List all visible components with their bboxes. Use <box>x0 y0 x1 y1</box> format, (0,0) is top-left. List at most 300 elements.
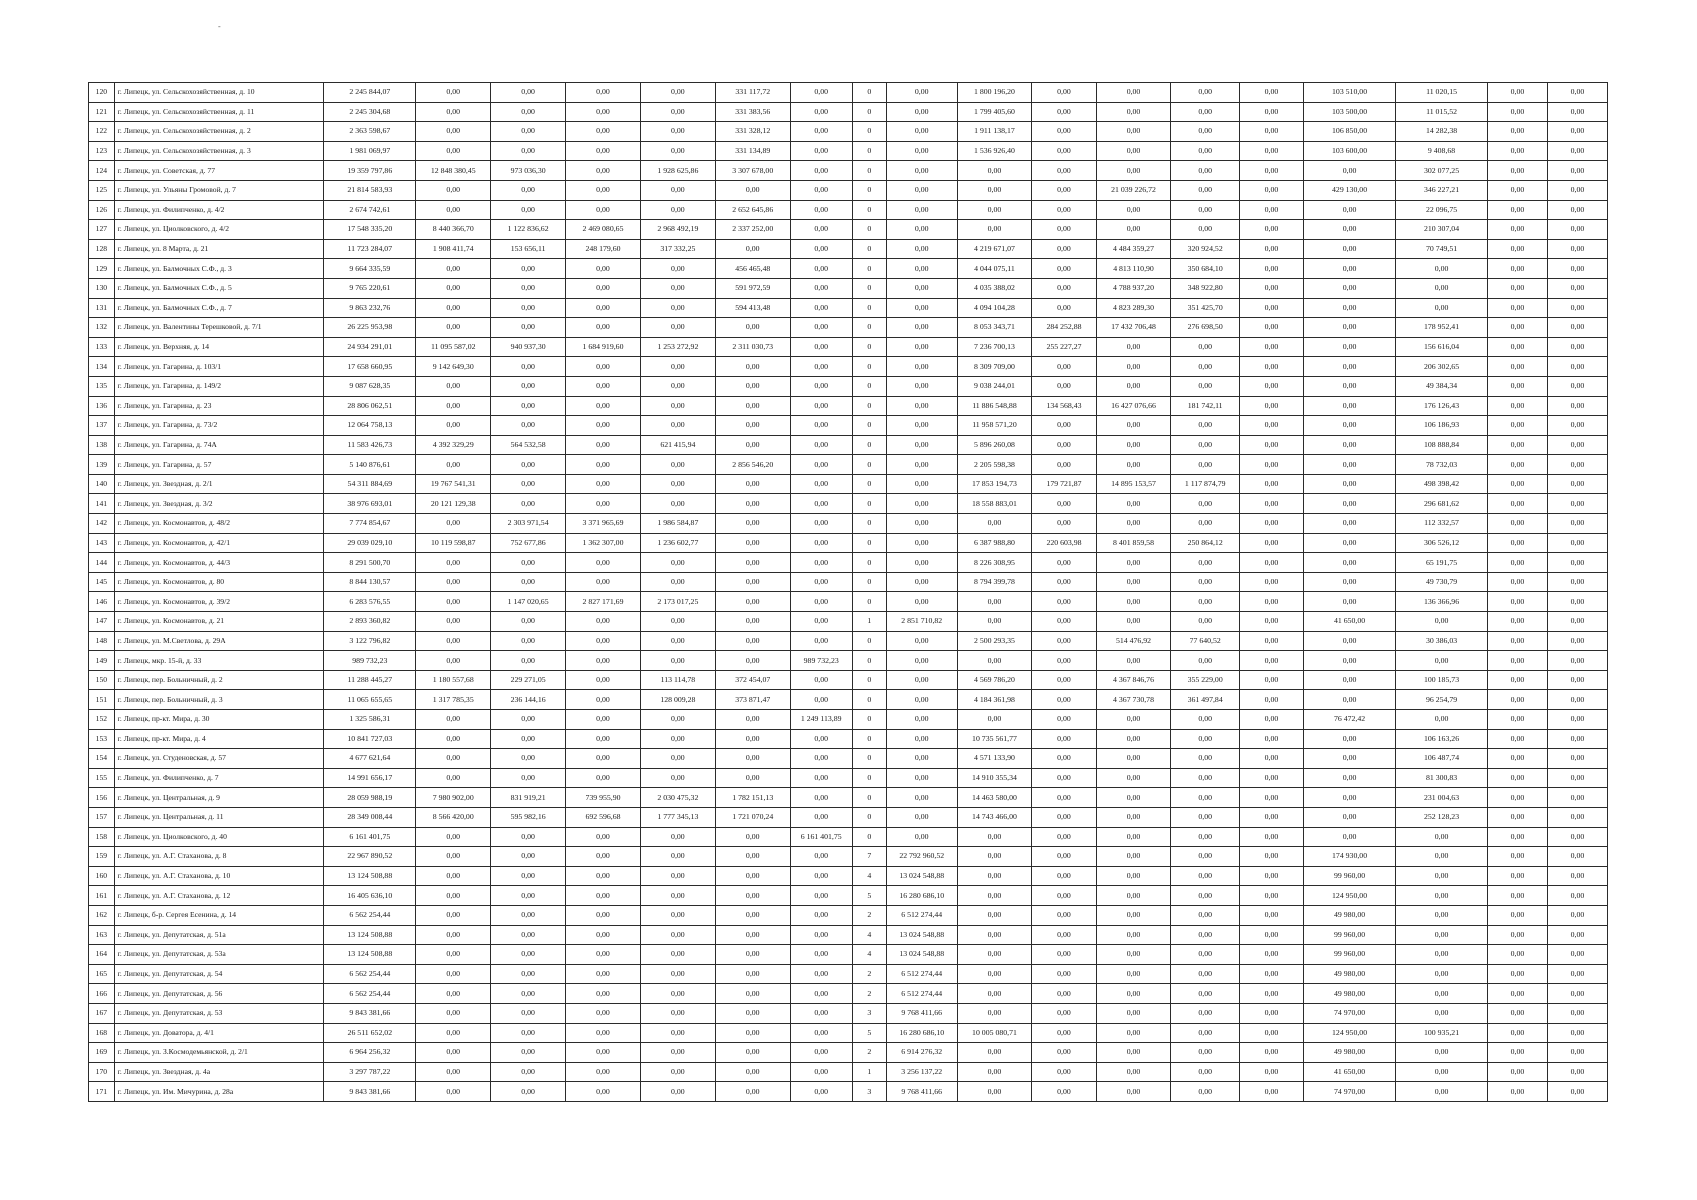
value-cell: 12 848 380,45 <box>416 161 491 181</box>
value-cell: 0,00 <box>1171 435 1239 455</box>
value-cell: 0,00 <box>790 455 852 475</box>
value-cell: 3 307 678,00 <box>715 161 790 181</box>
value-cell: 12 064 758,13 <box>324 416 416 436</box>
value-cell: 0,00 <box>1239 945 1303 965</box>
address-cell: г. Липецк, ул. Депутатская, д. 51а <box>114 925 324 945</box>
value-cell: 0,00 <box>1096 200 1171 220</box>
value-cell: 0,00 <box>1304 651 1396 671</box>
value-cell: 2 245 844,07 <box>324 83 416 103</box>
value-cell: 0,00 <box>491 298 566 318</box>
value-cell: 1 536 926,40 <box>957 141 1032 161</box>
value-cell: 0,00 <box>640 651 715 671</box>
value-cell: 0,00 <box>1547 298 1607 318</box>
value-cell: 0,00 <box>1171 572 1239 592</box>
value-cell: 1 325 586,31 <box>324 710 416 730</box>
row-number-cell: 146 <box>89 592 115 612</box>
value-cell: 0,00 <box>1032 83 1096 103</box>
table-body <box>89 83 1608 1102</box>
value-cell: 973 036,30 <box>491 161 566 181</box>
value-cell: 0,00 <box>566 435 641 455</box>
value-cell: 0,00 <box>566 122 641 142</box>
value-cell: 1 249 113,89 <box>790 710 852 730</box>
value-cell: 0,00 <box>957 651 1032 671</box>
row-number-cell: 137 <box>89 416 115 436</box>
value-cell: 0,00 <box>640 964 715 984</box>
value-cell: 0,00 <box>491 416 566 436</box>
value-cell: 331 328,12 <box>715 122 790 142</box>
value-cell: 236 144,16 <box>491 690 566 710</box>
value-cell: 0,00 <box>715 631 790 651</box>
value-cell: 0,00 <box>1488 1023 1548 1043</box>
value-cell: 4 367 846,76 <box>1096 670 1171 690</box>
address-cell: г. Липецк, ул. Космонавтов, д. 48/2 <box>114 514 324 534</box>
value-cell: 0,00 <box>640 905 715 925</box>
value-cell: 0,00 <box>790 259 852 279</box>
value-cell: 3 297 787,22 <box>324 1062 416 1082</box>
value-cell: 10 841 727,03 <box>324 729 416 749</box>
value-cell: 0 <box>852 122 886 142</box>
value-cell: 0,00 <box>640 474 715 494</box>
value-cell: 0,00 <box>1032 376 1096 396</box>
value-cell: 0,00 <box>566 847 641 867</box>
value-cell: 0,00 <box>790 435 852 455</box>
value-cell: 0,00 <box>1032 455 1096 475</box>
value-cell: 1 180 557,68 <box>416 670 491 690</box>
value-cell: 0,00 <box>1488 1082 1548 1102</box>
value-cell: 76 472,42 <box>1304 710 1396 730</box>
table-row <box>89 1082 1608 1102</box>
value-cell: 0,00 <box>1096 141 1171 161</box>
value-cell: 0,00 <box>790 494 852 514</box>
value-cell: 0,00 <box>1488 474 1548 494</box>
value-cell: 0,00 <box>640 631 715 651</box>
table-row <box>89 357 1608 377</box>
value-cell: 0,00 <box>1032 102 1096 122</box>
value-cell: 2 363 598,67 <box>324 122 416 142</box>
table-row <box>89 729 1608 749</box>
value-cell: 0,00 <box>1171 1003 1239 1023</box>
value-cell: 0,00 <box>416 592 491 612</box>
value-cell: 0,00 <box>1096 612 1171 632</box>
value-cell: 2 500 293,35 <box>957 631 1032 651</box>
value-cell: 0,00 <box>640 984 715 1004</box>
row-number-cell: 154 <box>89 749 115 769</box>
value-cell: 0,00 <box>640 553 715 573</box>
value-cell: 156 616,04 <box>1396 337 1488 357</box>
value-cell: 0,00 <box>1239 592 1303 612</box>
value-cell: 0,00 <box>1488 161 1548 181</box>
value-cell: 1 721 070,24 <box>715 807 790 827</box>
value-cell: 0,00 <box>715 1062 790 1082</box>
value-cell: 0,00 <box>886 102 957 122</box>
row-number-cell: 125 <box>89 180 115 200</box>
value-cell: 0,00 <box>1032 122 1096 142</box>
value-cell: 0,00 <box>1488 1003 1548 1023</box>
table-row <box>89 905 1608 925</box>
value-cell: 0,00 <box>1488 122 1548 142</box>
value-cell: 0,00 <box>566 729 641 749</box>
value-cell: 108 888,84 <box>1396 435 1488 455</box>
value-cell: 106 487,74 <box>1396 749 1488 769</box>
value-cell: 0,00 <box>416 141 491 161</box>
value-cell: 0,00 <box>1032 651 1096 671</box>
value-cell: 320 924,52 <box>1171 239 1239 259</box>
value-cell: 250 864,12 <box>1171 533 1239 553</box>
value-cell: 0,00 <box>1032 1043 1096 1063</box>
value-cell: 0,00 <box>715 494 790 514</box>
value-cell: 0,00 <box>416 631 491 651</box>
value-cell: 621 415,94 <box>640 435 715 455</box>
row-number-cell: 170 <box>89 1062 115 1082</box>
value-cell: 0,00 <box>1547 886 1607 906</box>
value-cell: 0,00 <box>1239 690 1303 710</box>
value-cell: 0,00 <box>1032 925 1096 945</box>
value-cell: 0,00 <box>640 357 715 377</box>
value-cell: 0,00 <box>1239 651 1303 671</box>
address-cell: г. Липецк, ул. З.Космодемьянской, д. 2/1 <box>114 1043 324 1063</box>
value-cell: 99 960,00 <box>1304 866 1396 886</box>
value-cell: 0,00 <box>715 612 790 632</box>
address-cell: г. Липецк, ул. Им. Мичурина, д. 28а <box>114 1082 324 1102</box>
value-cell: 0,00 <box>1239 161 1303 181</box>
table-row <box>89 768 1608 788</box>
value-cell: 0,00 <box>1239 376 1303 396</box>
value-cell: 0,00 <box>790 866 852 886</box>
value-cell: 0,00 <box>1239 180 1303 200</box>
value-cell: 0,00 <box>640 396 715 416</box>
value-cell: 0,00 <box>416 710 491 730</box>
value-cell: 0,00 <box>416 651 491 671</box>
value-cell: 752 677,86 <box>491 533 566 553</box>
value-cell: 0,00 <box>1547 514 1607 534</box>
table-row <box>89 886 1608 906</box>
value-cell: 0,00 <box>491 259 566 279</box>
value-cell: 14 282,38 <box>1396 122 1488 142</box>
value-cell: 0,00 <box>715 964 790 984</box>
table-row <box>89 416 1608 436</box>
value-cell: 0,00 <box>1239 533 1303 553</box>
value-cell: 8 794 399,78 <box>957 572 1032 592</box>
row-number-cell: 145 <box>89 572 115 592</box>
value-cell: 0,00 <box>640 886 715 906</box>
value-cell: 99 960,00 <box>1304 945 1396 965</box>
value-cell: 0,00 <box>1304 533 1396 553</box>
value-cell: 14 991 656,17 <box>324 768 416 788</box>
value-cell: 0,00 <box>886 670 957 690</box>
row-number-cell: 164 <box>89 945 115 965</box>
value-cell: 0,00 <box>1547 945 1607 965</box>
value-cell: 0,00 <box>1096 984 1171 1004</box>
value-cell: 0,00 <box>957 866 1032 886</box>
value-cell: 0 <box>852 768 886 788</box>
value-cell: 0,00 <box>1547 259 1607 279</box>
value-cell: 0,00 <box>1171 514 1239 534</box>
value-cell: 0,00 <box>886 455 957 475</box>
value-cell: 4 094 104,28 <box>957 298 1032 318</box>
value-cell: 0,00 <box>1396 866 1488 886</box>
value-cell: 0,00 <box>1032 278 1096 298</box>
value-cell: 0,00 <box>790 318 852 338</box>
value-cell: 136 366,96 <box>1396 592 1488 612</box>
value-cell: 0,00 <box>416 298 491 318</box>
row-number-cell: 143 <box>89 533 115 553</box>
value-cell: 692 596,68 <box>566 807 641 827</box>
value-cell: 0,00 <box>416 749 491 769</box>
value-cell: 0,00 <box>790 416 852 436</box>
value-cell: 0,00 <box>1488 651 1548 671</box>
value-cell: 0,00 <box>1239 494 1303 514</box>
value-cell: 0,00 <box>715 945 790 965</box>
value-cell: 0 <box>852 455 886 475</box>
value-cell: 0,00 <box>1304 239 1396 259</box>
value-cell: 1 799 405,60 <box>957 102 1032 122</box>
value-cell: 0,00 <box>416 905 491 925</box>
value-cell: 2 173 017,25 <box>640 592 715 612</box>
value-cell: 0,00 <box>566 964 641 984</box>
value-cell: 178 952,41 <box>1396 318 1488 338</box>
value-cell: 0,00 <box>1096 710 1171 730</box>
value-cell: 0,00 <box>1488 592 1548 612</box>
value-cell: 0,00 <box>1239 827 1303 847</box>
value-cell: 0,00 <box>1239 572 1303 592</box>
value-cell: 0,00 <box>790 612 852 632</box>
table-row <box>89 964 1608 984</box>
value-cell: 41 650,00 <box>1304 612 1396 632</box>
value-cell: 9 765 220,61 <box>324 278 416 298</box>
value-cell: 0,00 <box>1032 1062 1096 1082</box>
value-cell: 0,00 <box>416 259 491 279</box>
value-cell: 0,00 <box>416 945 491 965</box>
value-cell: 0,00 <box>1488 200 1548 220</box>
value-cell: 231 004,63 <box>1396 788 1488 808</box>
value-cell: 0,00 <box>715 827 790 847</box>
row-number-cell: 135 <box>89 376 115 396</box>
value-cell: 0,00 <box>1488 239 1548 259</box>
value-cell: 248 179,60 <box>566 239 641 259</box>
address-cell: г. Липецк, ул. Гагарина, д. 73/2 <box>114 416 324 436</box>
value-cell: 0,00 <box>1239 670 1303 690</box>
value-cell: 0,00 <box>1171 376 1239 396</box>
value-cell: 0,00 <box>1032 239 1096 259</box>
address-cell: г. Липецк, ул. М.Светлова, д. 29А <box>114 631 324 651</box>
value-cell: 4 219 671,07 <box>957 239 1032 259</box>
row-number-cell: 122 <box>89 122 115 142</box>
address-cell: г. Липецк, ул. Ульяны Громовой, д. 7 <box>114 180 324 200</box>
address-cell: г. Липецк, ул. Балмочных С.Ф., д. 7 <box>114 298 324 318</box>
value-cell: 0,00 <box>715 651 790 671</box>
value-cell: 0,00 <box>416 1043 491 1063</box>
value-cell: 0,00 <box>416 964 491 984</box>
address-cell: г. Липецк, ул. Филипченко, д. 7 <box>114 768 324 788</box>
value-cell: 0,00 <box>1547 180 1607 200</box>
value-cell: 0,00 <box>1171 357 1239 377</box>
value-cell: 28 059 988,19 <box>324 788 416 808</box>
value-cell: 0,00 <box>1096 553 1171 573</box>
value-cell: 0,00 <box>1396 612 1488 632</box>
value-cell: 0,00 <box>1032 298 1096 318</box>
value-cell: 0,00 <box>790 1003 852 1023</box>
value-cell: 0,00 <box>1171 827 1239 847</box>
value-cell: 0,00 <box>1396 651 1488 671</box>
value-cell: 6 512 274,44 <box>886 964 957 984</box>
value-cell: 0,00 <box>1171 102 1239 122</box>
value-cell: 0 <box>852 239 886 259</box>
value-cell: 1 362 307,00 <box>566 533 641 553</box>
value-cell: 1 117 874,79 <box>1171 474 1239 494</box>
value-cell: 0,00 <box>1032 1003 1096 1023</box>
value-cell: 17 853 194,73 <box>957 474 1032 494</box>
value-cell: 0,00 <box>790 670 852 690</box>
table-row <box>89 161 1608 181</box>
table-row <box>89 572 1608 592</box>
address-cell: г. Липецк, ул. Верхняя, д. 14 <box>114 337 324 357</box>
value-cell: 0,00 <box>1032 847 1096 867</box>
value-cell: 0,00 <box>790 298 852 318</box>
value-cell: 0,00 <box>1547 141 1607 161</box>
value-cell: 0,00 <box>1547 788 1607 808</box>
table-row <box>89 259 1608 279</box>
value-cell: 0,00 <box>416 396 491 416</box>
value-cell: 29 039 029,10 <box>324 533 416 553</box>
value-cell: 0,00 <box>640 102 715 122</box>
value-cell: 456 465,48 <box>715 259 790 279</box>
value-cell: 0,00 <box>790 1082 852 1102</box>
value-cell: 8 309 709,00 <box>957 357 1032 377</box>
value-cell: 0,00 <box>886 180 957 200</box>
value-cell: 0,00 <box>715 710 790 730</box>
value-cell: 0 <box>852 474 886 494</box>
value-cell: 0,00 <box>1171 122 1239 142</box>
value-cell: 255 227,27 <box>1032 337 1096 357</box>
address-cell: г. Липецк, ул. Балмочных С.Ф., д. 5 <box>114 278 324 298</box>
value-cell: 0,00 <box>566 278 641 298</box>
table-row <box>89 102 1608 122</box>
value-cell: 81 300,83 <box>1396 768 1488 788</box>
value-cell: 0,00 <box>1547 83 1607 103</box>
value-cell: 14 463 580,00 <box>957 788 1032 808</box>
value-cell: 0,00 <box>416 83 491 103</box>
table-row <box>89 827 1608 847</box>
value-cell: 0,00 <box>790 83 852 103</box>
row-number-cell: 129 <box>89 259 115 279</box>
value-cell: 8 844 130,57 <box>324 572 416 592</box>
value-cell: 0,00 <box>491 945 566 965</box>
value-cell: 0,00 <box>1396 298 1488 318</box>
address-cell: г. Липецк, ул. Валентины Терешковой, д. 7/1 <box>114 318 324 338</box>
value-cell: 0,00 <box>1304 514 1396 534</box>
value-cell: 0,00 <box>1488 435 1548 455</box>
value-cell: 0,00 <box>1547 474 1607 494</box>
address-cell: г. Липецк, ул. Сельскохозяйственная, д. 3 <box>114 141 324 161</box>
value-cell: 0,00 <box>886 807 957 827</box>
value-cell: 0,00 <box>566 1023 641 1043</box>
value-cell: 0,00 <box>1304 376 1396 396</box>
value-cell: 0 <box>852 298 886 318</box>
value-cell: 0,00 <box>790 964 852 984</box>
value-cell: 0,00 <box>640 376 715 396</box>
value-cell: 0,00 <box>1096 729 1171 749</box>
value-cell: 989 732,23 <box>324 651 416 671</box>
value-cell: 0 <box>852 278 886 298</box>
value-cell: 0,00 <box>491 651 566 671</box>
row-number-cell: 165 <box>89 964 115 984</box>
value-cell: 0,00 <box>886 474 957 494</box>
value-cell: 0,00 <box>886 220 957 240</box>
value-cell: 0,00 <box>790 220 852 240</box>
value-cell: 0,00 <box>1396 259 1488 279</box>
value-cell: 0,00 <box>1239 259 1303 279</box>
value-cell: 0,00 <box>566 905 641 925</box>
value-cell: 6 387 988,80 <box>957 533 1032 553</box>
value-cell: 0,00 <box>491 866 566 886</box>
value-cell: 0,00 <box>1096 337 1171 357</box>
address-cell: г. Липецк, ул. 8 Марта, д. 21 <box>114 239 324 259</box>
value-cell: 1 <box>852 612 886 632</box>
value-cell: 0,00 <box>1096 161 1171 181</box>
value-cell: 0,00 <box>886 788 957 808</box>
value-cell: 0,00 <box>1488 357 1548 377</box>
value-cell: 0,00 <box>1239 768 1303 788</box>
value-cell: 2 303 971,54 <box>491 514 566 534</box>
value-cell: 0,00 <box>566 553 641 573</box>
value-cell: 11 958 571,20 <box>957 416 1032 436</box>
row-number-cell: 168 <box>89 1023 115 1043</box>
value-cell: 0,00 <box>491 474 566 494</box>
value-cell: 0,00 <box>957 905 1032 925</box>
table-row <box>89 1003 1608 1023</box>
row-number-cell: 147 <box>89 612 115 632</box>
value-cell: 5 140 876,61 <box>324 455 416 475</box>
table-row <box>89 494 1608 514</box>
value-cell: 100 935,21 <box>1396 1023 1488 1043</box>
table-row <box>89 455 1608 475</box>
value-cell: 28 349 008,44 <box>324 807 416 827</box>
value-cell: 0,00 <box>715 886 790 906</box>
value-cell: 0,00 <box>1096 455 1171 475</box>
value-cell: 0,00 <box>416 1062 491 1082</box>
value-cell: 19 767 541,31 <box>416 474 491 494</box>
value-cell: 0,00 <box>1547 768 1607 788</box>
value-cell: 0,00 <box>1032 220 1096 240</box>
value-cell: 1 253 272,92 <box>640 337 715 357</box>
value-cell: 0,00 <box>1096 494 1171 514</box>
address-cell: г. Липецк, пер. Больничный, д. 3 <box>114 690 324 710</box>
value-cell: 14 743 466,00 <box>957 807 1032 827</box>
stray-mark: - <box>218 22 221 31</box>
value-cell: 0,00 <box>1096 945 1171 965</box>
value-cell: 0,00 <box>790 847 852 867</box>
value-cell: 0,00 <box>1396 925 1488 945</box>
value-cell: 0,00 <box>1488 847 1548 867</box>
value-cell: 0,00 <box>790 984 852 1004</box>
value-cell: 0,00 <box>491 141 566 161</box>
value-cell: 21 039 226,72 <box>1096 180 1171 200</box>
value-cell: 0,00 <box>886 533 957 553</box>
value-cell: 306 526,12 <box>1396 533 1488 553</box>
row-number-cell: 169 <box>89 1043 115 1063</box>
value-cell: 0,00 <box>1171 710 1239 730</box>
value-cell: 2 893 360,82 <box>324 612 416 632</box>
row-number-cell: 123 <box>89 141 115 161</box>
value-cell: 70 749,51 <box>1396 239 1488 259</box>
value-cell: 13 124 508,88 <box>324 945 416 965</box>
value-cell: 1 236 602,77 <box>640 533 715 553</box>
row-number-cell: 134 <box>89 357 115 377</box>
value-cell: 0,00 <box>1304 690 1396 710</box>
value-cell: 0,00 <box>715 239 790 259</box>
value-cell: 0,00 <box>1547 1043 1607 1063</box>
value-cell: 0,00 <box>566 612 641 632</box>
